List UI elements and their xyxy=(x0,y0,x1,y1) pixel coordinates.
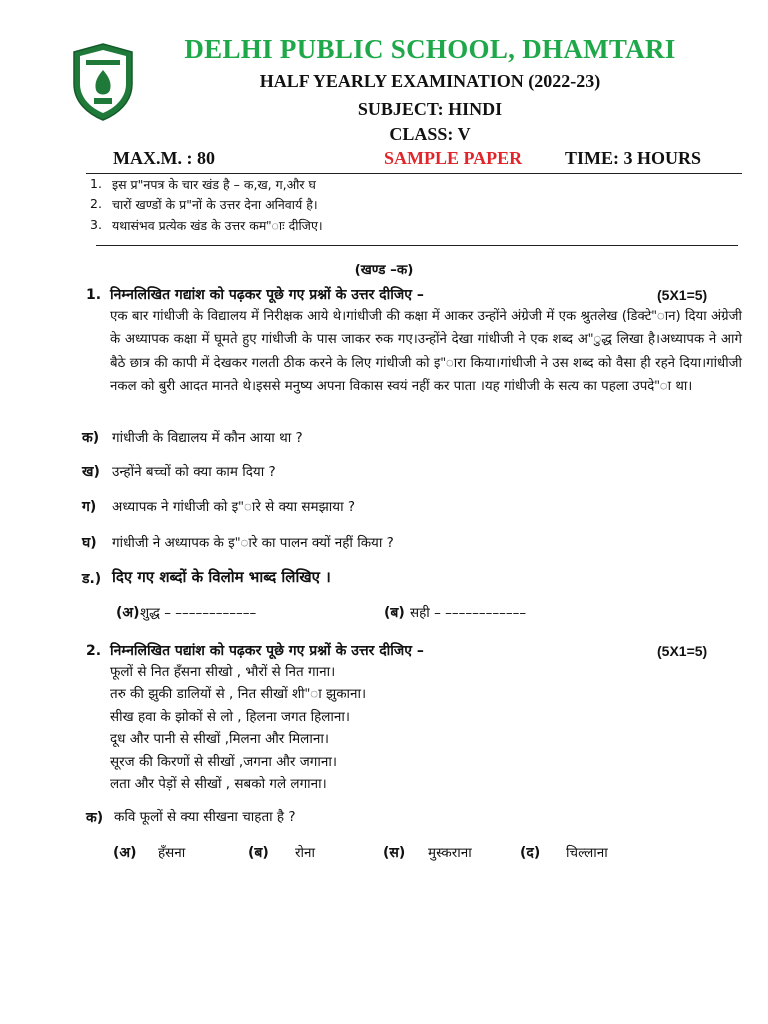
school-name: DELHI PUBLIC SCHOOL, DHAMTARI xyxy=(184,34,676,64)
option-text: रोना xyxy=(295,845,316,861)
question-marks: (5X1=5) xyxy=(657,287,708,303)
header-rule xyxy=(86,173,742,174)
sub-question-text: कवि फूलों से क्या सीखना चाहता है ? xyxy=(114,809,296,825)
sub-question-label: ख) xyxy=(82,464,100,480)
sub-question-text: उन्होंने बच्चों को क्या काम दिया ? xyxy=(112,464,276,480)
sub-question-label: ग) xyxy=(82,499,97,515)
school-crest-icon xyxy=(70,42,136,122)
sub-question-label: घ) xyxy=(82,535,97,551)
option-label: (ब) xyxy=(384,605,405,621)
max-marks: MAX.M. : 80 xyxy=(113,148,215,168)
poem-line: सूरज की किरणों से सीखों ,जगना और जगाना। xyxy=(110,754,337,770)
class-title: CLASS: V xyxy=(389,124,471,144)
option-text: चिल्लाना xyxy=(566,845,608,861)
instruction-text: यथासंभव प्रत्येक खंड के उत्तर कम"ाः दीजिए। xyxy=(112,218,323,233)
option-label: (अ) xyxy=(113,845,137,861)
antonym-blank: सही – –––––––––––– xyxy=(410,605,527,621)
option-label: (स) xyxy=(383,845,406,861)
poem-line: दूध और पानी से सीखों ,मिलना और मिलाना। xyxy=(110,731,329,747)
option-text: हँसना xyxy=(158,845,186,861)
antonym-blank: शुद्ध – –––––––––––– xyxy=(140,605,257,621)
instruction-number: 1. xyxy=(90,176,102,191)
poem-line: फूलों से नित हँसना सीखो , भौरों से नित गाना। xyxy=(110,664,336,680)
instruction-number: 3. xyxy=(90,217,102,232)
poem-line: लता और पेड़ों से सीखों , सबको गले लगाना। xyxy=(110,776,327,792)
question-title: निम्नलिखित पद्यांश को पढ़कर पूछे गए प्रश्नों के उत्तर दीजिए – xyxy=(110,643,424,659)
instructions-rule xyxy=(96,245,738,246)
poem-line: तरु की झुकी डालियों से , नित सीखों शी"ा झुकाना। xyxy=(110,686,367,702)
question-title: निम्नलिखित गद्यांश को पढ़कर पूछे गए प्रश्नों के उत्तर दीजिए – xyxy=(110,287,424,303)
sub-question-label: क) xyxy=(82,430,100,446)
sub-question-text: गांधीजी के विद्यालय में कौन आया था ? xyxy=(112,430,303,446)
sub-question-text: दिए गए शब्दों के विलोम भाब्द लिखिए । xyxy=(112,568,331,586)
subject-title: SUBJECT: HINDI xyxy=(357,99,503,119)
instruction-text: इस प्र"नपत्र के चार खंड है – क,ख, ग,और घ xyxy=(112,177,316,192)
question-number: 1. xyxy=(86,287,102,303)
option-label: (द) xyxy=(520,845,541,861)
exam-title: HALF YEARLY EXAMINATION (2022-23) xyxy=(259,71,601,91)
sub-question-label: ड.) xyxy=(82,571,102,587)
section-title: (खण्ड –क) xyxy=(354,262,414,278)
option-text: मुस्कराना xyxy=(428,845,472,861)
sub-question-label: क) xyxy=(86,810,104,826)
poem-line: सीख हवा के झोकों से लो , हिलना जगत हिलाना। xyxy=(110,709,350,725)
sample-paper-label: SAMPLE PAPER xyxy=(384,148,523,168)
time-allowed: TIME: 3 HOURS xyxy=(565,148,702,168)
instruction-text: चारों खण्डों के प्र"नों के उत्तर देना अनिवार्य है। xyxy=(112,197,318,212)
question-marks: (5X1=5) xyxy=(657,643,708,659)
option-label: (ब) xyxy=(248,845,269,861)
option-label: (अ) xyxy=(116,605,140,621)
question-number: 2. xyxy=(86,643,102,659)
sub-question-text: गांधीजी ने अध्यापक के इ"ारे का पालन क्यों नहीं किया ? xyxy=(112,535,394,551)
sub-question-text: अध्यापक ने गांधीजी को इ"ारे से क्या समझाया ? xyxy=(112,499,356,515)
instruction-number: 2. xyxy=(90,196,102,211)
passage-text: एक बार गांधीजी के विद्यालय में निरीक्षक आये थे।गांधीजी की कक्षा में आकर उन्होंने अंग्रेजी में एक श्रुतलेख (डिक्टे"ान) दिया अंग्रेजी के अध्यापक कक्षा में घूमते हुए गांधीजी के पास जाकर रुक गए।उन्होंने देखा गांधीजी ने एक शब्द अ"ुद्ध लिखा है।अध्यापक ने आगे बैठे छात्र की कापी में देखकर गलती ठीक करने के लिए गांधीजी को इ"ारा किया।गांधीजी ने उस शब्द को वैसा ही रहने दिया।गांधीजी नकल को बुरी आदत मानते थे।इससे मनुष्य अपना विकास स्वयं नहीं कर पाता ।यह गांधीजी के सत्य का पहला उपदे"ा था। xyxy=(110,309,742,394)
